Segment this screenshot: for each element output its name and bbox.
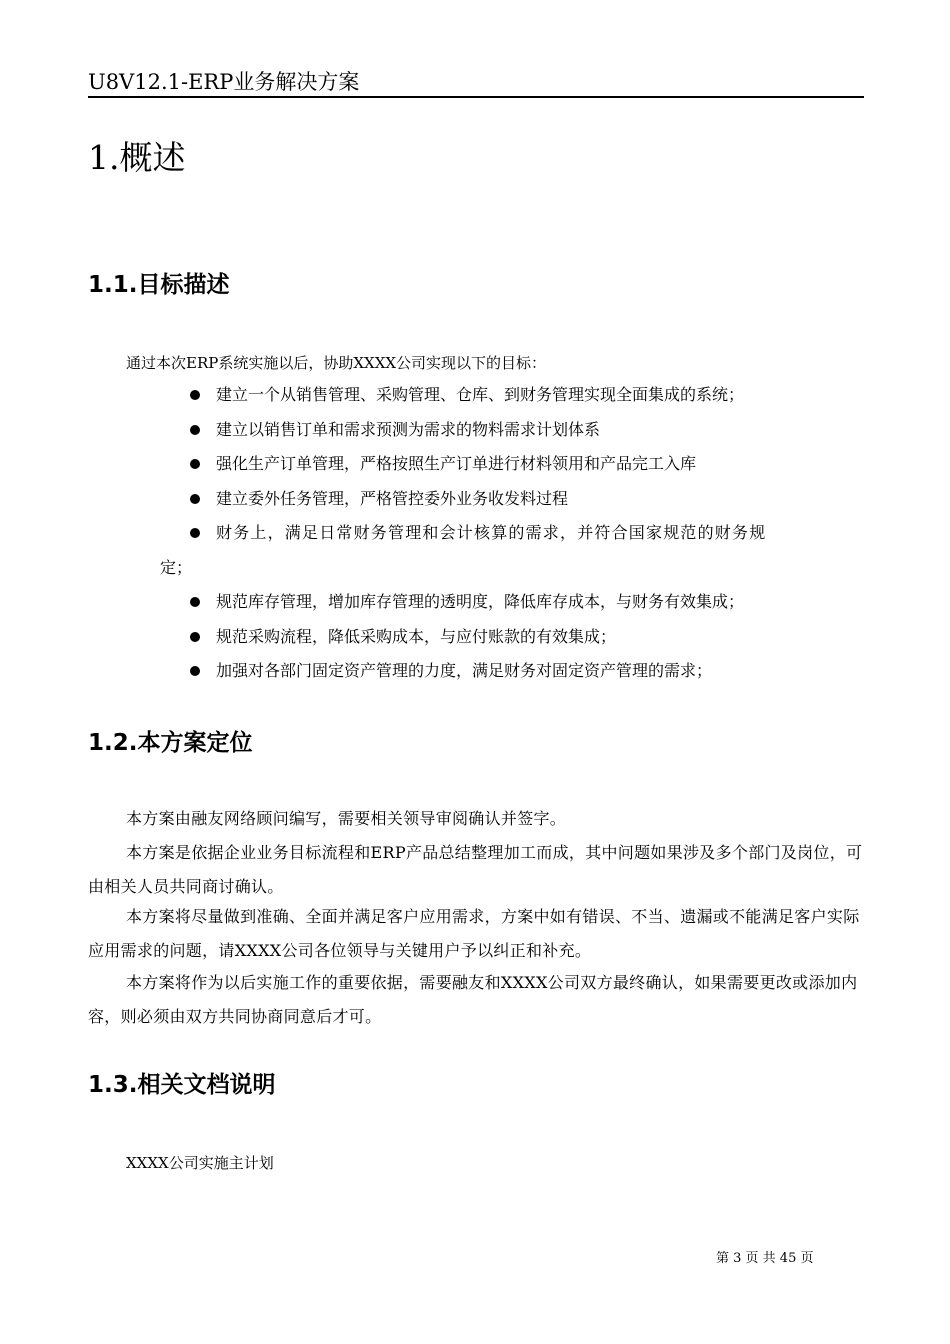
bullet-icon <box>190 425 200 435</box>
bullet-icon <box>190 528 200 538</box>
list-item: 强化生产订单管理，严格按照生产订单进行材料领用和产品完工入库 <box>88 447 878 482</box>
document-item: XXXX公司实施主计划 <box>126 1154 274 1172</box>
bullet-icon <box>190 390 200 400</box>
list-item: 规范采购流程，降低采购成本，与应付账款的有效集成； <box>88 620 878 655</box>
bullet-icon <box>190 494 200 504</box>
section-title-positioning: 1.2.本方案定位 <box>88 730 253 756</box>
bullet-icon <box>190 632 200 642</box>
bullet-icon <box>190 666 200 676</box>
section-title-documents: 1.3.相关文档说明 <box>88 1072 276 1098</box>
bullet-icon <box>190 459 200 469</box>
goals-intro: 通过本次ERP系统实施以后，协助XXXX公司实现以下的目标： <box>126 354 547 372</box>
list-item: 建立委外任务管理，严格管控委外业务收发料过程 <box>88 482 878 517</box>
header-title: U8V12.1-ERP业务解决方案 <box>88 70 360 94</box>
list-item: 建立以销售订单和需求预测为需求的物料需求计划体系 <box>88 413 878 448</box>
page-header <box>88 68 864 98</box>
list-item: 建立一个从销售管理、采购管理、仓库、到财务管理实现全面集成的系统； <box>88 378 878 413</box>
bullet-icon <box>190 597 200 607</box>
chapter-title: 1.概述 <box>88 138 186 177</box>
list-item: 加强对各部门固定资产管理的力度，满足财务对固定资产管理的需求； <box>88 654 878 689</box>
page-number: 第 3 页 共 45 页 <box>716 1251 814 1266</box>
positioning-paragraph: 本方案由融友网络顾问编写，需要相关领导审阅确认并签字。 <box>126 809 567 828</box>
list-item: 规范库存管理，增加库存管理的透明度，降低库存成本，与财务有效集成； <box>88 585 878 620</box>
list-item: 财务上，满足日常财务管理和会计核算的需求，并符合国家规范的财务规 定； <box>160 523 767 577</box>
positioning-paragraph: 本方案将尽量做到准确、全面并满足客户应用需求，方案中如有错误、不当、遗漏或不能满足客户实际应用需求的问题，请XXXX公司各位领导与关键用户予以纠正和补充。 <box>88 907 860 960</box>
positioning-paragraph: 本方案将作为以后实施工作的重要依据，需要融友和XXXX公司双方最终确认，如果需要更改或添加内容，则必须由双方共同协商同意后才可。 <box>88 973 858 1026</box>
goals-list <box>88 378 878 689</box>
section-title-goals: 1.1.目标描述 <box>88 272 230 298</box>
positioning-paragraph: 本方案是依据企业业务目标流程和ERP产品总结整理加工而成，其中问题如果涉及多个部门及岗位，可由相关人员共同商讨确认。 <box>88 843 863 896</box>
